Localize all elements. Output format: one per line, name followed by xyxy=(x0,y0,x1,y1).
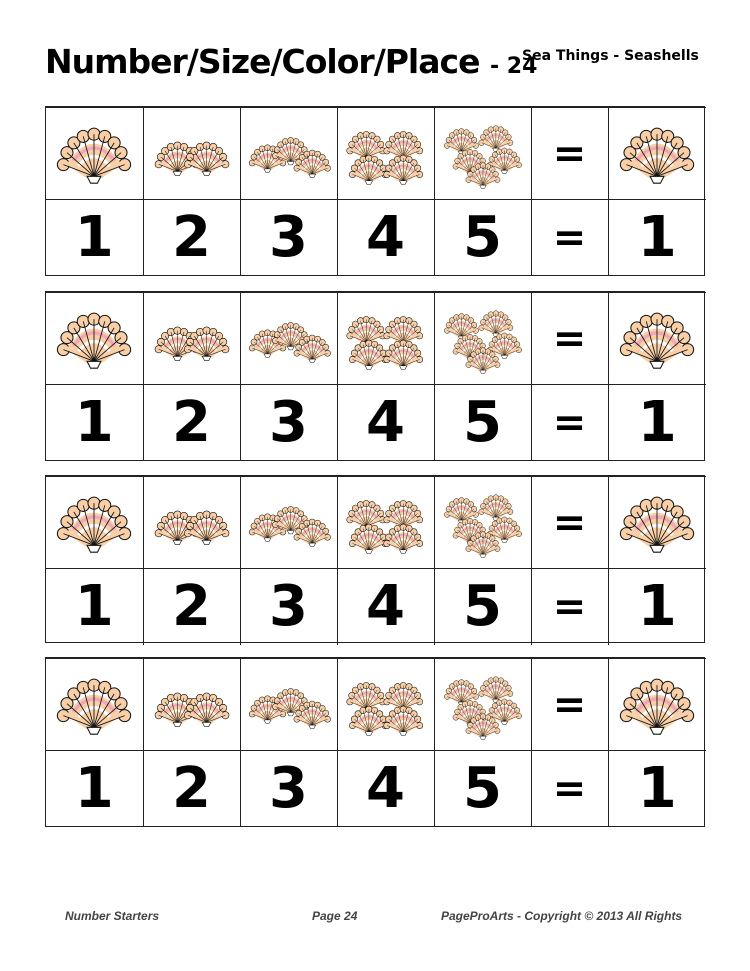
seashell-icon xyxy=(51,117,137,191)
seashell-icon xyxy=(440,302,526,376)
number-cell xyxy=(240,751,337,827)
shell-picture-cell xyxy=(143,477,240,569)
exercise-block xyxy=(45,475,705,643)
shell-picture-cell xyxy=(240,477,337,569)
seashell-icon xyxy=(343,302,429,376)
number-digit: 5 xyxy=(463,389,502,455)
number-cell xyxy=(434,200,531,276)
number-cell xyxy=(143,569,240,645)
number-cell xyxy=(608,569,706,645)
number-cell xyxy=(608,200,706,276)
number-cell xyxy=(240,200,337,276)
seashell-icon xyxy=(246,668,332,742)
number-cell xyxy=(337,569,434,645)
equals-sign xyxy=(531,200,608,276)
number-digit: 4 xyxy=(366,389,405,455)
shell-picture-cell xyxy=(608,477,706,569)
number-cell xyxy=(46,200,143,276)
number-digit: 1 xyxy=(637,204,677,270)
seashell-icon xyxy=(614,668,700,742)
seashell-icon xyxy=(343,486,429,560)
seashell-icon xyxy=(51,668,137,742)
seashell-icon xyxy=(614,117,700,191)
page-subtitle: Sea Things - Seashells xyxy=(522,48,699,64)
number-cell xyxy=(337,385,434,461)
shell-picture-cell xyxy=(337,108,434,200)
number-cell xyxy=(46,569,143,645)
equals-symbol: = xyxy=(552,214,587,261)
number-digit: 1 xyxy=(637,573,677,639)
seashell-icon xyxy=(246,486,332,560)
number-digit: 3 xyxy=(269,204,308,270)
number-cell xyxy=(240,569,337,645)
number-digit: 5 xyxy=(463,204,502,270)
seashell-icon xyxy=(246,302,332,376)
seashell-icon xyxy=(343,668,429,742)
number-digit: 5 xyxy=(463,755,502,821)
number-cell xyxy=(240,385,337,461)
shell-picture-cell xyxy=(434,659,531,751)
number-digit: 3 xyxy=(269,755,308,821)
equals-sign xyxy=(531,659,608,751)
equals-sign xyxy=(531,477,608,569)
shell-picture-cell xyxy=(337,293,434,385)
shell-picture-cell xyxy=(608,659,706,751)
shell-picture-cell xyxy=(143,659,240,751)
number-digit: 2 xyxy=(172,573,211,639)
shell-picture-cell xyxy=(608,108,706,200)
title-number: - 24 xyxy=(489,54,538,79)
number-cell xyxy=(608,751,706,827)
page-title xyxy=(45,42,537,81)
seashell-icon xyxy=(440,117,526,191)
number-cell xyxy=(434,569,531,645)
shell-picture-cell xyxy=(46,659,143,751)
number-digit: 1 xyxy=(74,573,114,639)
number-cell xyxy=(143,385,240,461)
shell-picture-cell xyxy=(434,108,531,200)
seashell-icon xyxy=(440,668,526,742)
exercise-block xyxy=(45,106,705,276)
equals-symbol: = xyxy=(552,499,587,546)
footer-copyright: PageProArts - Copyright © 2013 All Rights xyxy=(441,909,683,923)
shell-picture-cell xyxy=(143,108,240,200)
exercise-block xyxy=(45,657,705,827)
number-cell xyxy=(143,200,240,276)
shell-picture-cell xyxy=(46,477,143,569)
shell-picture-cell xyxy=(434,477,531,569)
seashell-icon xyxy=(149,117,235,191)
footer-left: Number Starters xyxy=(65,909,160,923)
number-digit: 1 xyxy=(74,389,114,455)
number-cell xyxy=(434,385,531,461)
number-cell xyxy=(143,751,240,827)
equals-symbol: = xyxy=(552,765,587,812)
seashell-icon xyxy=(149,486,235,560)
shell-picture-cell xyxy=(46,293,143,385)
equals-symbol: = xyxy=(552,681,587,728)
shell-picture-cell xyxy=(337,659,434,751)
seashell-icon xyxy=(51,302,137,376)
number-digit: 4 xyxy=(366,755,405,821)
shell-picture-cell xyxy=(608,293,706,385)
equals-symbol: = xyxy=(552,130,587,177)
number-digit: 1 xyxy=(637,389,677,455)
equals-sign xyxy=(531,569,608,645)
shell-picture-cell xyxy=(434,293,531,385)
number-cell xyxy=(608,385,706,461)
seashell-icon xyxy=(149,302,235,376)
shell-picture-cell xyxy=(240,659,337,751)
number-digit: 2 xyxy=(172,204,211,270)
equals-symbol: = xyxy=(552,399,587,446)
number-cell xyxy=(434,751,531,827)
number-digit: 4 xyxy=(366,573,405,639)
equals-sign xyxy=(531,108,608,200)
number-digit: 1 xyxy=(74,755,114,821)
seashell-icon xyxy=(614,302,700,376)
shell-picture-cell xyxy=(240,293,337,385)
number-digit: 2 xyxy=(172,755,211,821)
seashell-icon xyxy=(440,486,526,560)
number-digit: 5 xyxy=(463,573,502,639)
footer-page-number: Page 24 xyxy=(312,909,358,923)
number-digit: 3 xyxy=(269,573,308,639)
number-digit: 3 xyxy=(269,389,308,455)
seashell-icon xyxy=(149,668,235,742)
exercise-block xyxy=(45,291,705,461)
title-text: Number/Size/Color/Place xyxy=(45,42,480,81)
number-digit: 1 xyxy=(74,204,114,270)
shell-picture-cell xyxy=(337,477,434,569)
number-cell xyxy=(46,751,143,827)
shell-picture-cell xyxy=(240,108,337,200)
number-digit: 1 xyxy=(637,755,677,821)
seashell-icon xyxy=(246,117,332,191)
equals-sign xyxy=(531,751,608,827)
equals-sign xyxy=(531,293,608,385)
seashell-icon xyxy=(614,486,700,560)
number-digit: 2 xyxy=(172,389,211,455)
shell-picture-cell xyxy=(46,108,143,200)
seashell-icon xyxy=(343,117,429,191)
number-digit: 4 xyxy=(366,204,405,270)
equals-symbol: = xyxy=(552,315,587,362)
shell-picture-cell xyxy=(143,293,240,385)
number-cell xyxy=(46,385,143,461)
number-cell xyxy=(337,200,434,276)
equals-sign xyxy=(531,385,608,461)
number-cell xyxy=(337,751,434,827)
equals-symbol: = xyxy=(552,583,587,630)
seashell-icon xyxy=(51,486,137,560)
